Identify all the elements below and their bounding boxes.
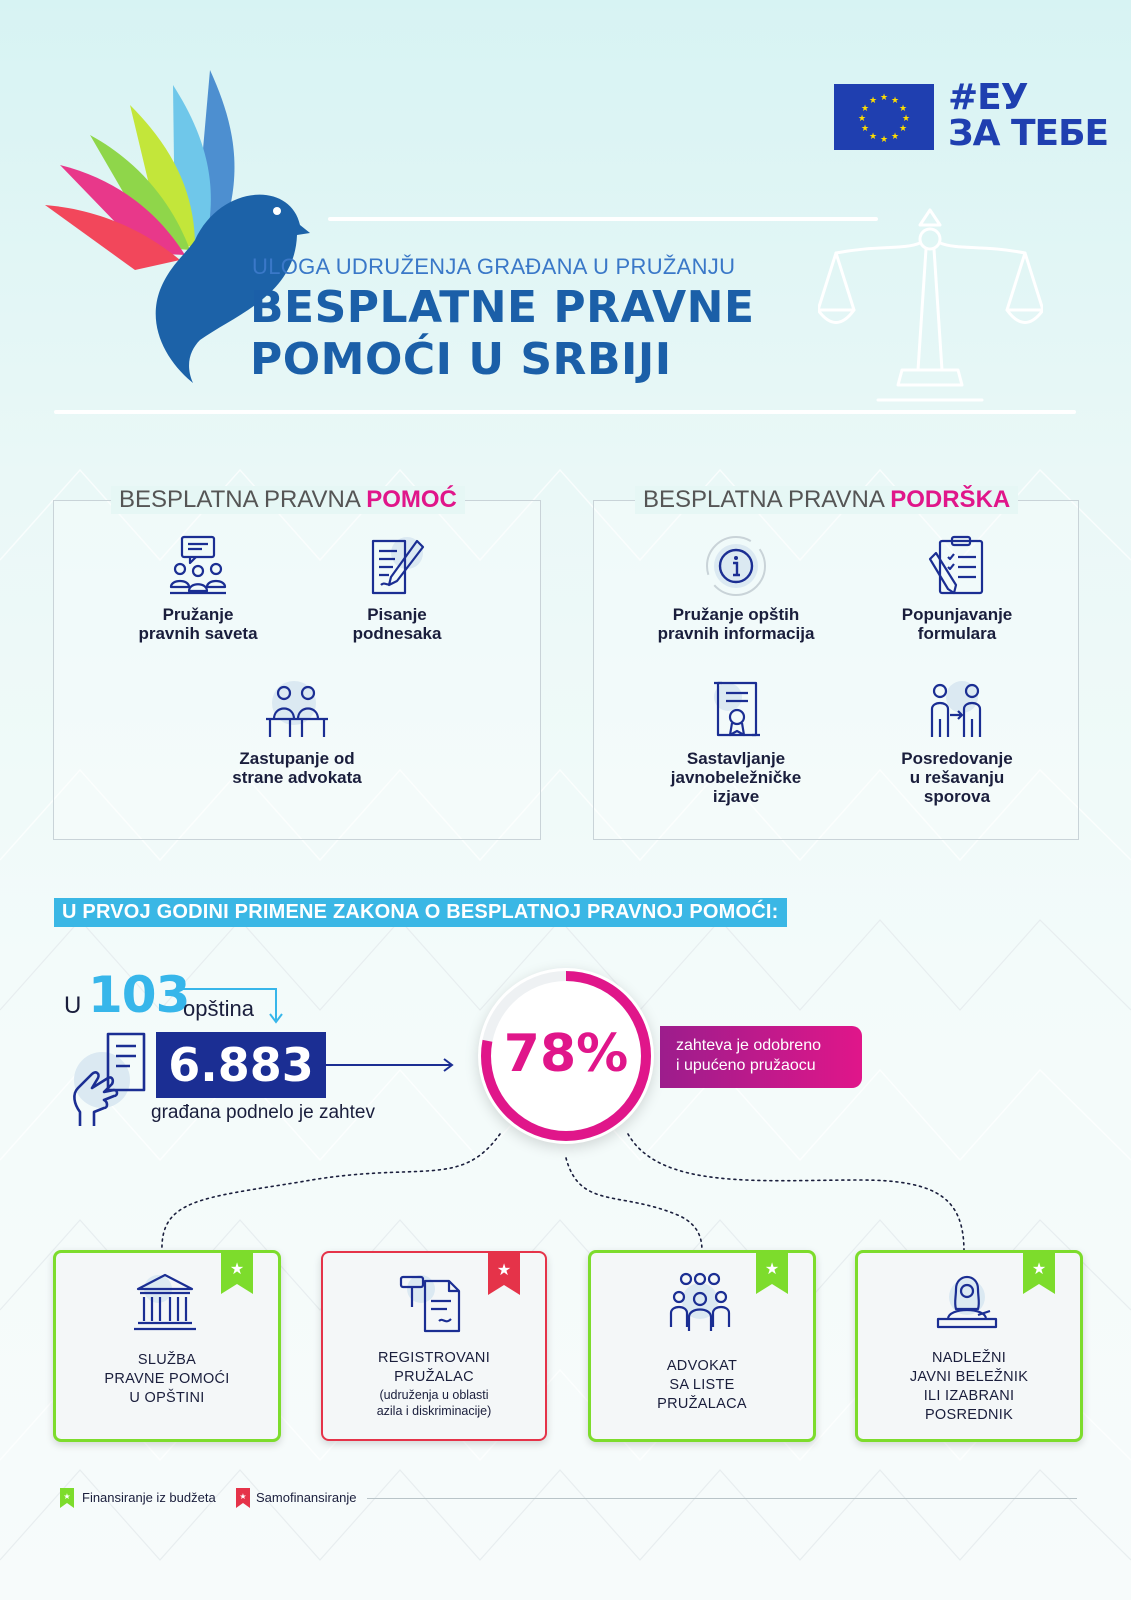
approval-percentage: 78% <box>503 1024 629 1084</box>
svg-text:★: ★ <box>63 1492 71 1501</box>
item-notarial-statement <box>626 679 846 806</box>
svg-text:★: ★ <box>239 1492 247 1501</box>
item-representation <box>187 679 407 787</box>
registered-provider-line2: PRUŽALAC <box>394 1369 474 1385</box>
item-legal-advice <box>88 535 308 643</box>
representation-icon <box>262 679 332 741</box>
lawyer-line1: ADVOKAT <box>666 1358 738 1374</box>
legal-aid-title-prefix: BESPLATNA PRAVNA <box>119 486 360 513</box>
item-mediation <box>847 679 1067 806</box>
svg-text:★: ★ <box>868 132 878 142</box>
page-subtitle: ULOGA UDRUŽENJA GRAĐANA U PRUŽANJU <box>252 254 736 279</box>
mediation-icon <box>926 679 988 741</box>
lawyer-line2: SA LISTE <box>669 1377 735 1393</box>
municipalities-count: 103 <box>88 966 190 1024</box>
representation-label-line1: Zastupanje od <box>239 749 355 768</box>
notary-line4: POSREDNIK <box>924 1407 1014 1423</box>
legal-advice-label-line2: pravnih saveta <box>138 624 258 643</box>
legend-self-label: Samofinansiranje <box>256 1490 357 1505</box>
budget-ribbon-icon <box>1023 1250 1055 1294</box>
legal-support-title-prefix: BESPLATNA PRAVNA <box>643 486 884 513</box>
svg-text:★: ★ <box>898 124 908 134</box>
eu-tag-line2: ЗА ТЕБЕ <box>948 113 1109 154</box>
mediation-label <box>847 749 1067 806</box>
form-filling-label-line1: Popunjavanje <box>901 605 1013 624</box>
item-writing-submissions <box>287 535 507 643</box>
notary-line3: ILI IZABRANI <box>923 1388 1015 1404</box>
title-line1: BESPLATNE PRAVNE <box>250 282 755 333</box>
eu-stars-icon <box>834 84 934 150</box>
svg-text:★: ★ <box>879 135 889 145</box>
down-arrow-icon <box>180 986 286 1026</box>
section-banner: U PRVOJ GODINI PRIMENE ZAKONA O BESPLATNOJ PRAVNOJ POMOĆI: <box>54 898 787 927</box>
approval-line1: zahteva je odobreno <box>676 1037 821 1054</box>
municipal-service-line2: PRAVNE POMOĆI <box>104 1371 230 1387</box>
svg-text:★: ★ <box>860 104 870 114</box>
right-arrow-icon <box>326 1056 456 1074</box>
svg-text:★: ★ <box>860 124 870 134</box>
municipalities-label: opština <box>183 996 254 1021</box>
lawyer-label <box>591 1357 813 1414</box>
approval-line2: i upućeno pružaocu <box>676 1057 816 1074</box>
form-clipboard-icon <box>926 535 988 597</box>
legal-advice-label-line1: Pružanje <box>162 605 234 624</box>
legal-support-box-title <box>635 486 1018 514</box>
svg-text:★: ★ <box>898 104 908 114</box>
legal-support-title-accent: PODRŠKA <box>890 486 1011 513</box>
writing-document-icon <box>367 535 427 597</box>
general-information-label <box>626 605 846 643</box>
item-form-filling <box>847 535 1067 643</box>
svg-text:★: ★ <box>879 93 889 103</box>
form-filling-label <box>847 605 1067 643</box>
lawyers-group-icon <box>667 1271 733 1333</box>
writing-submissions-label <box>287 605 507 643</box>
notarial-statement-label-line1: Sastavljanje <box>686 749 786 768</box>
approval-description <box>660 1026 862 1088</box>
stat-u-label: U <box>64 992 82 1019</box>
gavel-document-icon <box>399 1271 465 1333</box>
legal-advice-label <box>88 605 308 643</box>
header-divider-bottom <box>54 410 1076 414</box>
legend-budget-label: Finansiranje iz budžeta <box>82 1490 216 1505</box>
eu-tag-line1: #ЕУ <box>948 77 1028 118</box>
legend-self-ribbon-icon <box>236 1488 250 1508</box>
notarial-statement-label-line3: izjave <box>712 787 760 806</box>
request-document-icon <box>64 1030 154 1126</box>
svg-text:★: ★ <box>496 1260 512 1279</box>
government-building-icon <box>132 1271 198 1333</box>
legal-aid-box-title <box>111 486 465 514</box>
svg-text:★: ★ <box>1031 1259 1047 1278</box>
lawyer-line3: PRUŽALACA <box>657 1396 747 1412</box>
svg-text:★: ★ <box>901 114 911 124</box>
registered-provider-sub1: (udruženja u oblasti <box>379 1388 489 1402</box>
scales-of-justice-icon <box>818 205 1043 405</box>
municipal-service-label <box>56 1351 278 1408</box>
item-general-information <box>626 535 846 643</box>
municipal-service-line3: U OPŠTINI <box>129 1390 205 1406</box>
municipal-service-line1: SLUŽBA <box>137 1352 197 1368</box>
provider-card-lawyer <box>588 1250 816 1442</box>
mediation-label-line3: sporova <box>923 787 991 806</box>
mediation-label-line2: u rešavanju <box>909 768 1005 787</box>
svg-text:★: ★ <box>890 96 900 106</box>
legend-divider <box>367 1498 1077 1499</box>
mediation-label-line1: Posredovanje <box>901 749 1013 768</box>
registered-provider-line1: REGISTROVANI <box>377 1350 491 1366</box>
requests-count: 6.883 <box>156 1032 326 1098</box>
header-divider-top <box>328 217 878 221</box>
notary-line2: JAVNI BELEŽNIK <box>909 1369 1029 1385</box>
registered-provider-sub2: azila i diskriminacije) <box>376 1404 492 1418</box>
provider-card-notary <box>855 1250 1083 1442</box>
notary-label <box>858 1349 1080 1425</box>
legal-aid-title-accent: POMOĆ <box>366 486 457 513</box>
general-information-label-line2: pravnih informacija <box>657 624 815 643</box>
title-line2: POMOĆI U SRBIJI <box>250 334 672 385</box>
requests-label: građana podnelo je zahtev <box>151 1102 375 1123</box>
legend-budget-ribbon-icon <box>60 1488 74 1508</box>
self-funded-ribbon-icon <box>488 1251 520 1295</box>
legal-advice-icon <box>168 535 228 597</box>
form-filling-label-line2: formulara <box>917 624 997 643</box>
budget-ribbon-icon <box>221 1250 253 1294</box>
svg-text:★: ★ <box>890 132 900 142</box>
svg-text:★: ★ <box>764 1259 780 1278</box>
notarial-statement-label <box>626 749 846 806</box>
eu-tag <box>948 77 1109 154</box>
provider-card-registered-provider <box>321 1251 547 1441</box>
info-icon <box>705 535 767 597</box>
provider-card-municipal-service <box>53 1250 281 1442</box>
representation-label-line2: strane advokata <box>232 768 362 787</box>
writing-submissions-label-line1: Pisanje <box>367 605 427 624</box>
registered-provider-label <box>323 1349 545 1419</box>
notarial-statement-label-line2: javnobeležničke <box>670 768 802 787</box>
svg-text:★: ★ <box>857 114 867 124</box>
budget-ribbon-icon <box>756 1250 788 1294</box>
representation-label <box>187 749 407 787</box>
svg-text:★: ★ <box>229 1259 245 1278</box>
svg-text:★: ★ <box>868 96 878 106</box>
writing-submissions-label-line2: podnesaka <box>352 624 442 643</box>
certificate-icon <box>706 679 766 741</box>
page-title <box>250 282 755 386</box>
notary-icon <box>934 1271 1000 1333</box>
general-information-label-line1: Pružanje opštih <box>672 605 800 624</box>
eu-flag <box>834 84 934 150</box>
notary-line1: NADLEŽNI <box>931 1350 1007 1366</box>
